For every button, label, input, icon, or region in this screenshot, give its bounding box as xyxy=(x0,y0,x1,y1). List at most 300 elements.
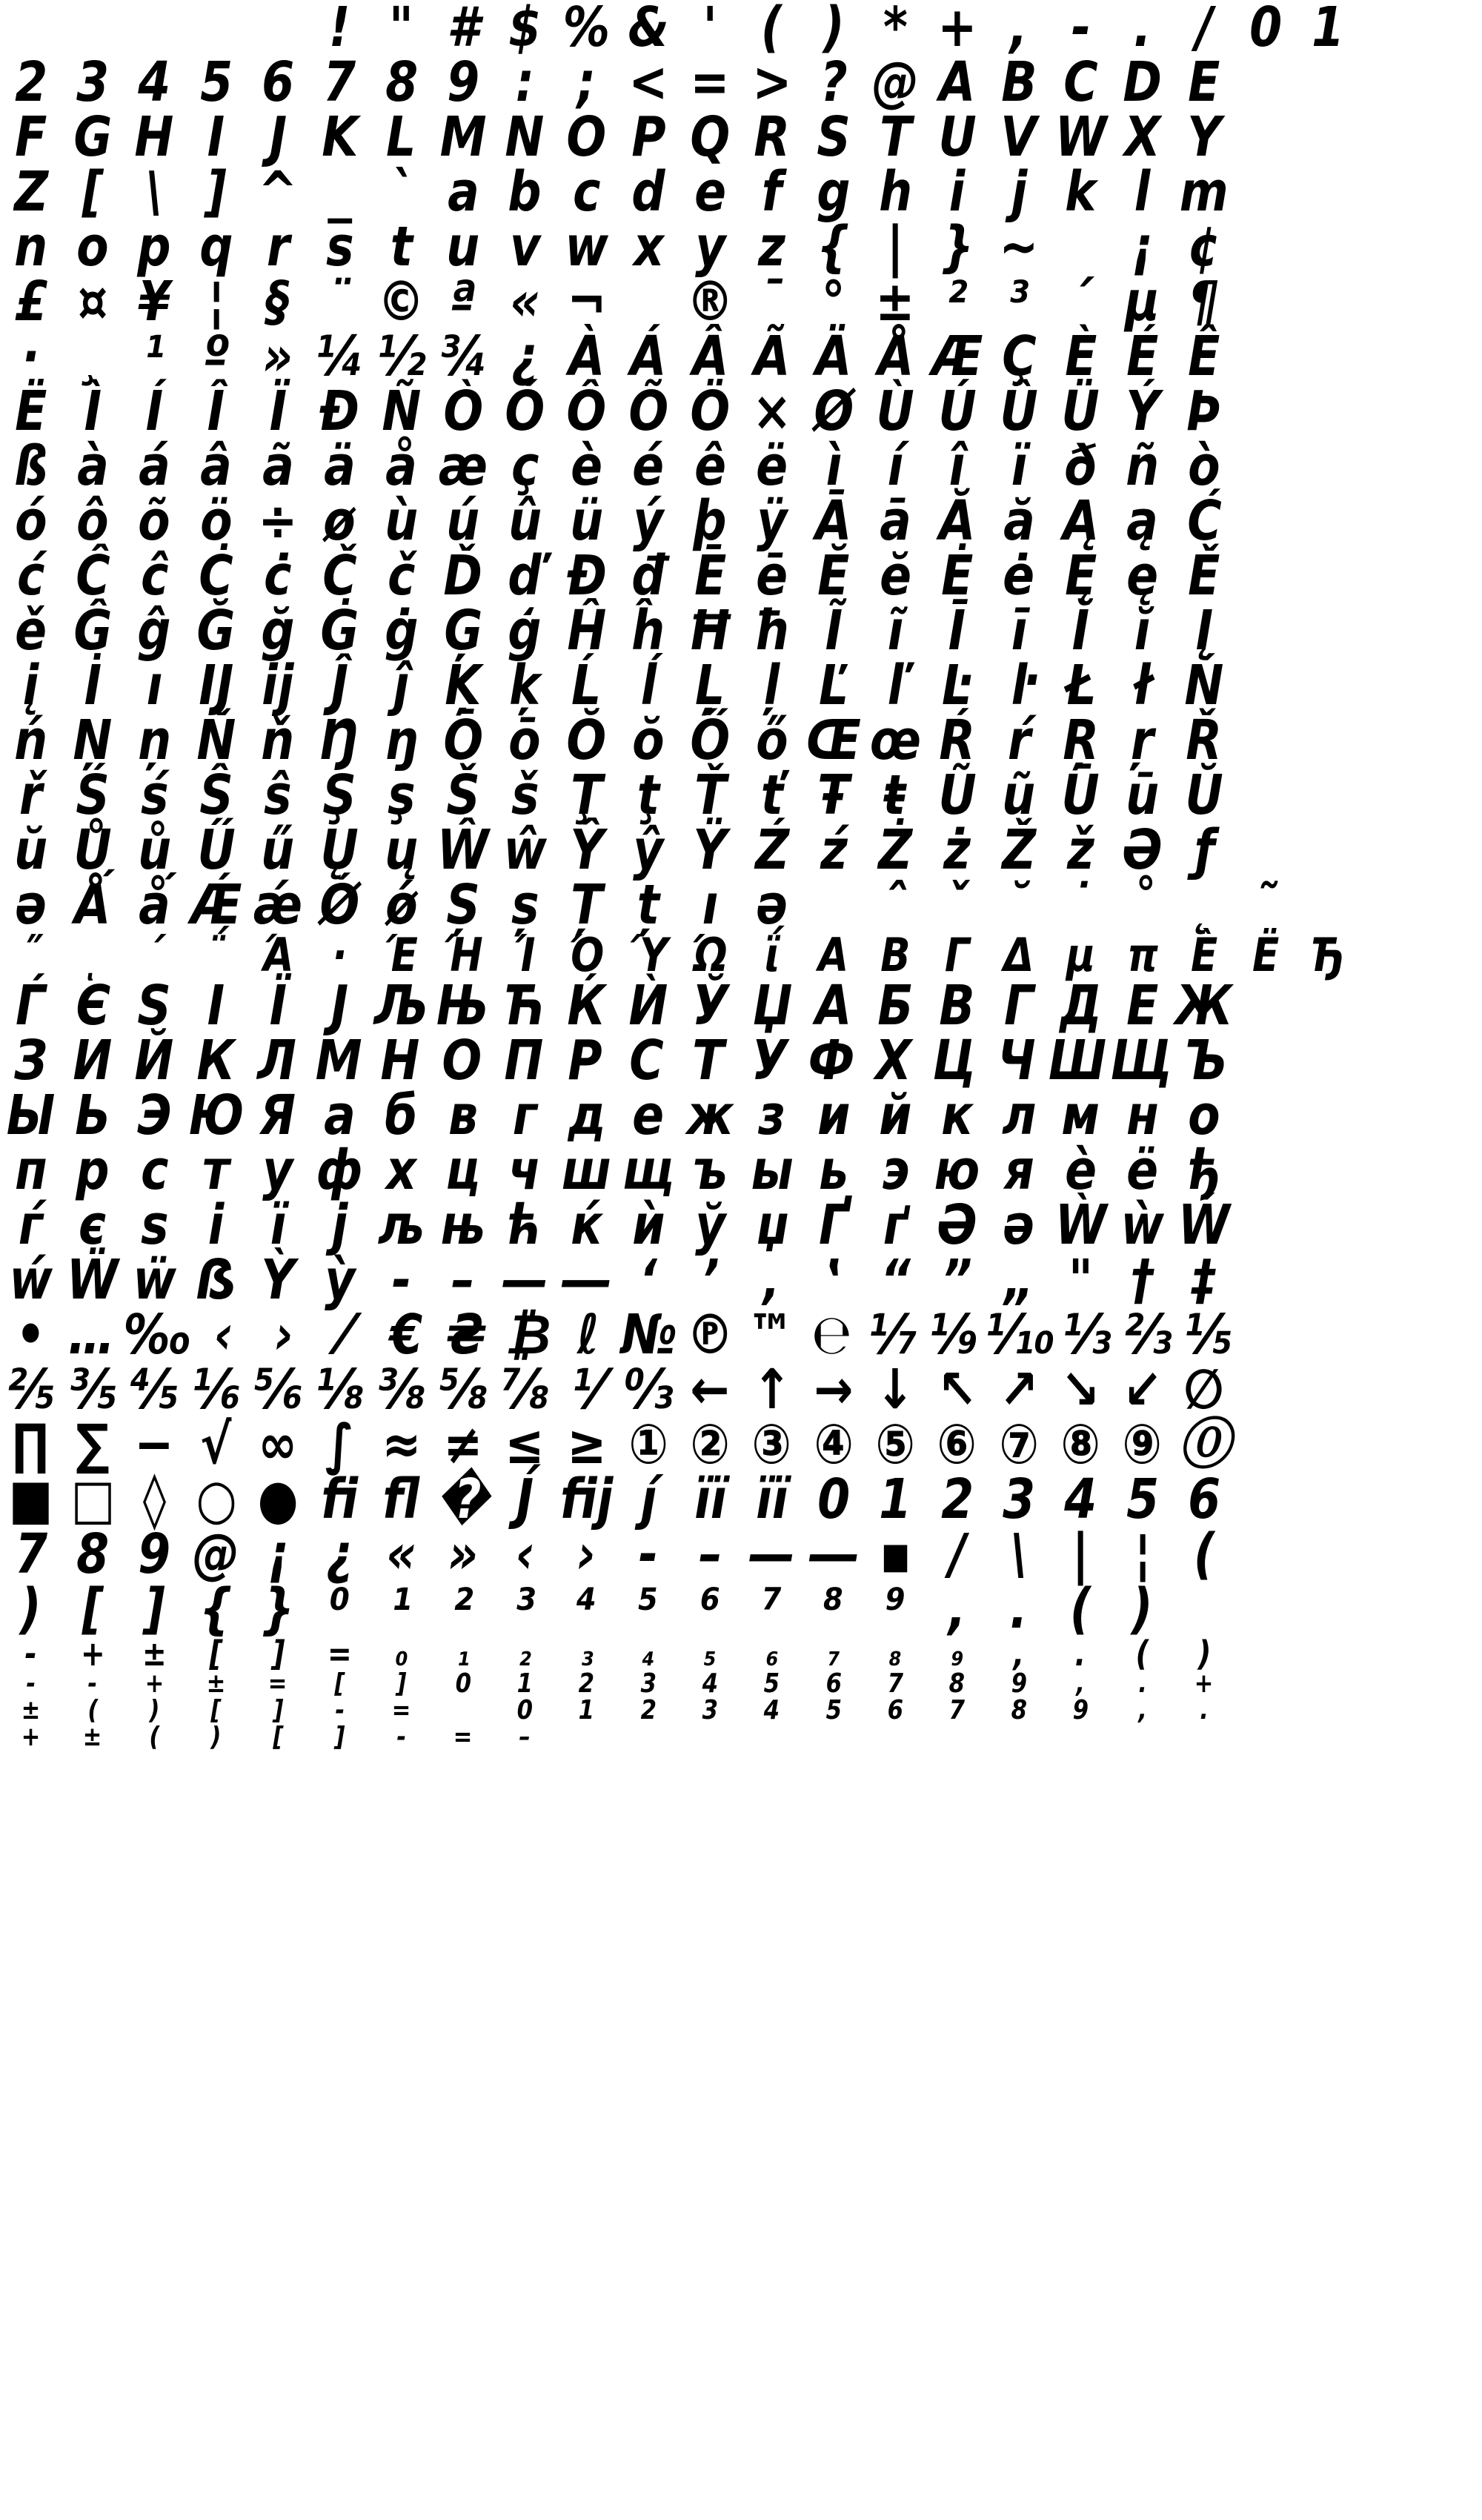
glyph-cell: Ō xyxy=(443,709,483,772)
glyph-cell: 6 xyxy=(261,50,294,114)
glyph-cell: ― xyxy=(563,1248,611,1312)
glyph-cell: 6 xyxy=(1187,1468,1220,1531)
glyph-row xyxy=(0,379,1482,443)
glyph-cell: - xyxy=(87,1668,98,1699)
glyph-cell: Ж xyxy=(1175,974,1233,1038)
glyph-cell: Я xyxy=(259,1084,296,1147)
glyph-cell: Ї xyxy=(269,974,287,1038)
glyph-cell: 7 xyxy=(887,1668,904,1699)
glyph-cell: ŗ xyxy=(1131,709,1154,772)
glyph-row xyxy=(0,1413,1482,1476)
glyph-cell: l xyxy=(1134,160,1151,224)
glyph-cell: P xyxy=(631,105,666,169)
glyph-cell: ѓ xyxy=(19,1193,44,1257)
glyph-cell: в xyxy=(448,1084,479,1147)
glyph-cell: Щ xyxy=(1110,1029,1173,1092)
glyph-cell: × xyxy=(752,379,792,443)
glyph-cell: Ǻ xyxy=(74,873,111,937)
glyph-cell: ' xyxy=(702,0,718,59)
glyph-cell: ⅚ xyxy=(253,1358,302,1422)
glyph-cell: ” xyxy=(942,1248,973,1312)
glyph-cell: ₈ xyxy=(888,1634,902,1674)
glyph-cell: ° xyxy=(822,270,845,334)
glyph-cell: ] xyxy=(396,1668,407,1699)
glyph-cell: π xyxy=(1126,928,1158,982)
glyph-cell: B xyxy=(1000,50,1037,114)
glyph-row xyxy=(0,1577,1482,1641)
glyph-cell: . xyxy=(1137,1668,1147,1699)
glyph-cell: Ě xyxy=(1188,544,1220,608)
glyph-row xyxy=(0,50,1482,114)
glyph-cell: 9 xyxy=(446,50,479,114)
glyph-row xyxy=(0,434,1482,498)
glyph-cell: ä xyxy=(323,434,356,498)
glyph-cell: ı xyxy=(146,654,163,717)
glyph-cell: ª xyxy=(450,270,476,334)
glyph-cell: ė xyxy=(1003,544,1035,608)
glyph-cell: ② xyxy=(690,1413,731,1476)
glyph-cell: ± xyxy=(206,1668,226,1699)
glyph-row xyxy=(0,1358,1482,1422)
glyph-cell: ķ xyxy=(509,654,541,717)
glyph-cell: ↘ xyxy=(1060,1358,1100,1422)
glyph-cell: 8 xyxy=(1011,1695,1027,1725)
glyph-cell: ˜ xyxy=(1254,873,1278,937)
glyph-cell: û xyxy=(508,489,542,553)
glyph-cell: ¼ xyxy=(315,325,365,388)
glyph-cell: ₉ xyxy=(951,1634,964,1674)
glyph-cell: ) xyxy=(1197,1634,1211,1674)
glyph-cell: л xyxy=(1001,1084,1037,1147)
glyph-cell: ₀ xyxy=(395,1634,408,1674)
glyph-row xyxy=(0,1084,1482,1147)
glyph-cell: ¹ xyxy=(144,325,165,388)
glyph-cell: Ź xyxy=(754,818,789,882)
glyph-cell: ˇ xyxy=(945,873,969,937)
glyph-cell: ō xyxy=(508,709,542,772)
glyph-cell: К xyxy=(196,1029,235,1092)
glyph-cell: ↑ xyxy=(752,1358,792,1422)
glyph-cell: ) xyxy=(149,1695,160,1725)
glyph-cell: э xyxy=(881,1138,910,1202)
glyph-cell: ⅛ xyxy=(315,1358,365,1422)
glyph-cell: Ή xyxy=(443,928,483,982)
glyph-cell: { xyxy=(817,215,851,279)
glyph-cell: ť xyxy=(760,763,783,827)
glyph-cell: k xyxy=(1065,160,1097,224)
glyph-cell: ∑ xyxy=(76,1413,110,1476)
glyph-row xyxy=(0,270,1482,334)
glyph-cell: ⅙ xyxy=(191,1358,241,1422)
glyph-cell: Ĝ xyxy=(73,599,112,663)
glyph-cell: Ẁ xyxy=(1054,1193,1107,1257)
glyph-cell: ∅ xyxy=(1183,1358,1225,1422)
glyph-cell: “ xyxy=(880,1248,911,1312)
glyph-cell: . xyxy=(1009,1577,1029,1641)
glyph-cell: Ĥ xyxy=(567,599,607,663)
glyph-cell: f xyxy=(761,160,782,224)
glyph-cell: [ xyxy=(272,1722,284,1752)
glyph-cell: 9 xyxy=(138,1522,171,1586)
glyph-cell: ÷ xyxy=(258,489,298,553)
glyph-cell: Џ xyxy=(752,974,792,1038)
glyph-cell: Ö xyxy=(690,379,731,443)
glyph-cell: М xyxy=(315,1029,362,1092)
glyph-cell: ì xyxy=(825,434,842,498)
glyph-cell: [ xyxy=(210,1695,222,1725)
glyph-cell: < xyxy=(628,50,668,114)
glyph-cell: б xyxy=(385,1084,418,1147)
glyph-cell: 3 xyxy=(1002,1468,1035,1531)
glyph-cell: ó xyxy=(14,489,47,553)
glyph-cell: Ŧ xyxy=(817,763,850,827)
glyph-cell: ⁰ xyxy=(329,1577,350,1641)
glyph-cell: 2 xyxy=(578,1668,595,1699)
glyph-cell: ¦ xyxy=(1134,1522,1152,1586)
glyph-cell: Ċ xyxy=(199,544,233,608)
glyph-cell: ə xyxy=(15,873,47,937)
glyph-cell: № xyxy=(620,1303,678,1367)
glyph-cell: ¨ xyxy=(328,270,352,334)
glyph-cell: > xyxy=(752,50,792,114)
glyph-cell: Ŋ xyxy=(319,709,359,772)
glyph-cell: 2 xyxy=(940,1468,974,1531)
glyph-cell: 7 xyxy=(14,1522,47,1586)
glyph-cell: Ý xyxy=(1125,379,1160,443)
glyph-cell: å xyxy=(385,434,418,498)
glyph-cell: . xyxy=(1133,0,1152,59)
glyph-cell: V xyxy=(1000,105,1037,169)
glyph-cell: Ï xyxy=(269,379,287,443)
glyph-cell: Ĭ xyxy=(1071,599,1090,663)
glyph-cell: е xyxy=(632,1084,665,1147)
glyph-cell: 0 xyxy=(1249,0,1283,59)
glyph-cell: ə xyxy=(756,873,788,937)
glyph-cell: Ő xyxy=(690,709,731,772)
glyph-cell: + xyxy=(937,0,977,59)
glyph-row xyxy=(0,1303,1482,1367)
glyph-cell: , xyxy=(1013,1634,1025,1674)
glyph-cell: р xyxy=(76,1138,110,1202)
glyph-cell: ç xyxy=(511,434,539,498)
glyph-cell: ā xyxy=(879,489,911,553)
glyph-cell: Ј xyxy=(330,974,349,1038)
glyph-cell: ћ xyxy=(508,1193,542,1257)
glyph-cell: Q xyxy=(690,105,731,169)
glyph-cell: Љ xyxy=(374,974,429,1038)
glyph-cell: 8 xyxy=(385,50,418,114)
glyph-cell: ý xyxy=(633,489,664,553)
glyph-cell: ﬁ xyxy=(321,1468,359,1531)
glyph-cell: [ xyxy=(334,1668,345,1699)
glyph-cell: ŭ xyxy=(14,818,48,882)
glyph-cell: ˆ xyxy=(883,873,908,937)
glyph-cell: ї xyxy=(270,1193,286,1257)
glyph-cell: Ş xyxy=(322,763,357,827)
glyph-cell: ı xyxy=(702,873,719,937)
glyph-cell: ŝ xyxy=(264,763,292,827)
glyph-cell: Ф xyxy=(808,1029,855,1092)
glyph-cell: ℮ xyxy=(811,1303,852,1367)
glyph-cell: Ė xyxy=(941,544,974,608)
glyph-cell: ³ xyxy=(514,1577,536,1641)
glyph-cell: ⁴ xyxy=(576,1577,597,1641)
glyph-cell: ⁄ xyxy=(341,1303,350,1367)
glyph-cell: N xyxy=(505,105,545,169)
glyph-row xyxy=(0,105,1482,169)
glyph-cell: Ů xyxy=(73,818,112,882)
glyph-cell: ² xyxy=(946,270,968,334)
glyph-cell: @ xyxy=(193,1522,240,1586)
glyph-cell: ¤ xyxy=(77,270,108,334)
glyph-cell: ~ xyxy=(999,215,1039,279)
glyph-cell: ③ xyxy=(751,1413,792,1476)
glyph-cell: 4 xyxy=(763,1695,780,1725)
glyph-cell: 0 xyxy=(817,1468,850,1531)
glyph-cell: ą xyxy=(1126,489,1159,553)
glyph-cell: д xyxy=(568,1084,606,1147)
glyph-cell: Ň xyxy=(196,709,236,772)
glyph-cell: Β xyxy=(880,928,911,982)
glyph-cell: ņ xyxy=(137,709,171,772)
glyph-cell: ŵ xyxy=(503,818,547,882)
glyph-cell: F xyxy=(15,105,47,169)
glyph-cell: ć xyxy=(16,544,45,608)
glyph-cell: { xyxy=(199,1577,233,1641)
glyph-cell: b xyxy=(508,160,542,224)
glyph-row xyxy=(0,1468,1482,1531)
glyph-cell: & xyxy=(628,0,669,59)
glyph-cell: – xyxy=(451,1248,475,1312)
glyph-cell: þ xyxy=(693,489,727,553)
glyph-row xyxy=(0,974,1482,1038)
glyph-cell: ≥ xyxy=(567,1413,607,1476)
glyph-cell: Đ xyxy=(566,544,607,608)
glyph-cell: ₇ xyxy=(827,1634,840,1674)
glyph-cell: ⑨ xyxy=(1122,1413,1163,1476)
glyph-cell: ⅔ xyxy=(1123,1303,1172,1367)
glyph-cell: Ẅ xyxy=(67,1248,119,1312)
glyph-row xyxy=(0,1138,1482,1202)
glyph-cell: В xyxy=(939,974,975,1038)
glyph-cell: Ĕ xyxy=(817,544,850,608)
glyph-cell: ċ xyxy=(264,544,292,608)
glyph-cell: Ű xyxy=(196,818,236,882)
glyph-cell: ³ xyxy=(1009,270,1029,334)
glyph-cell: 3 xyxy=(702,1695,719,1725)
glyph-cell: æ xyxy=(438,434,488,498)
glyph-cell: ẁ xyxy=(1120,1193,1164,1257)
glyph-cell: ﬂ xyxy=(382,1468,420,1531)
glyph-cell: Y xyxy=(1187,105,1221,169)
glyph-cell: Х xyxy=(874,1029,911,1092)
glyph-cell: + xyxy=(21,1722,41,1752)
glyph-cell: є xyxy=(79,1193,107,1257)
glyph-cell: Ĺ xyxy=(571,654,602,717)
glyph-cell: џ xyxy=(755,1193,788,1257)
glyph-cell: ж xyxy=(686,1084,734,1147)
glyph-cell: Ľ xyxy=(818,654,849,717)
glyph-cell: h xyxy=(878,160,912,224)
glyph-cell: Ί xyxy=(514,928,536,982)
glyph-cell: ∏ xyxy=(12,1413,50,1476)
glyph-cell: ₃ xyxy=(580,1634,594,1674)
glyph-cell: Ə xyxy=(1122,818,1163,882)
glyph-cell: Ў xyxy=(691,974,728,1038)
glyph-cell: ¾ xyxy=(439,325,488,388)
glyph-cell: § xyxy=(266,270,290,334)
glyph-cell: у xyxy=(262,1138,293,1202)
glyph-cell: Е xyxy=(1126,974,1159,1038)
glyph-row xyxy=(0,599,1482,663)
glyph-cell: ч xyxy=(508,1138,542,1202)
glyph-cell: H xyxy=(134,105,174,169)
glyph-cell: Ğ xyxy=(196,599,236,663)
glyph-cell: Æ xyxy=(931,325,983,388)
glyph-cell: v xyxy=(509,215,540,279)
glyph-cell: T xyxy=(879,105,911,169)
glyph-cell: m xyxy=(1180,160,1229,224)
glyph-cell: ⁹ xyxy=(885,1577,906,1641)
glyph-cell: ż xyxy=(943,818,971,882)
glyph-cell: Ś xyxy=(76,763,110,827)
glyph-row xyxy=(0,928,1482,982)
glyph-cell: È xyxy=(1190,928,1218,982)
glyph-cell: [ xyxy=(82,1577,104,1641)
glyph-cell: 5 xyxy=(199,50,233,114)
glyph-cell: ◊ xyxy=(142,1468,166,1531)
glyph-cell: d xyxy=(631,160,665,224)
glyph-cell: Ć xyxy=(1186,489,1222,553)
glyph-cell: ⁷ xyxy=(761,1577,782,1641)
glyph-cell: Ń xyxy=(1184,654,1224,717)
glyph-cell: ţ xyxy=(637,763,660,827)
glyph-cell: ¸ xyxy=(81,325,104,388)
glyph-cell: é xyxy=(632,434,665,498)
glyph-row xyxy=(0,1697,1482,1724)
glyph-cell: Ǽ xyxy=(190,873,242,937)
glyph-cell: Â xyxy=(691,325,728,388)
glyph-cell: ⅗ xyxy=(68,1358,117,1422)
glyph-cell: ѝ xyxy=(631,1193,665,1257)
glyph-cell: ( xyxy=(149,1722,160,1752)
glyph-cell: Й xyxy=(134,1029,174,1092)
glyph-cell: ₴ xyxy=(446,1303,488,1367)
glyph-cell: ŋ xyxy=(385,709,419,772)
glyph-cell: = xyxy=(453,1722,473,1752)
glyph-cell: ↓ xyxy=(875,1358,915,1422)
glyph-cell: S xyxy=(817,105,851,169)
glyph-cell: č xyxy=(387,544,416,608)
glyph-cell: ø xyxy=(323,489,356,553)
glyph-cell: } xyxy=(940,215,974,279)
glyph-row xyxy=(0,489,1482,553)
glyph-cell: ) xyxy=(210,1722,222,1752)
glyph-cell: " xyxy=(1068,1248,1093,1312)
glyph-cell: ß xyxy=(13,434,48,498)
glyph-cell: Ы xyxy=(6,1084,56,1147)
glyph-cell: ] xyxy=(205,160,227,224)
glyph-cell: ↙ xyxy=(1123,1358,1163,1422)
glyph-cell: ř xyxy=(19,763,43,827)
glyph-cell: Б xyxy=(877,974,914,1038)
glyph-cell: ğ xyxy=(261,599,295,663)
glyph-cell: Í xyxy=(145,379,164,443)
glyph-cell: Ē xyxy=(694,544,726,608)
glyph-cell: ● xyxy=(257,1468,299,1531)
glyph-cell: ź xyxy=(820,818,848,882)
glyph-cell: | xyxy=(1071,1522,1089,1586)
glyph-cell: e xyxy=(694,160,726,224)
glyph-cell: € xyxy=(389,1303,422,1367)
glyph-cell: » xyxy=(262,325,293,388)
glyph-cell: ǽ xyxy=(253,873,303,937)
glyph-cell: ƒ xyxy=(1194,818,1214,882)
glyph-cell: А xyxy=(815,974,852,1038)
glyph-cell: a xyxy=(447,160,479,224)
glyph-cell: ? xyxy=(820,50,848,114)
glyph-cell: Ì xyxy=(84,379,102,443)
glyph-cell: Ù xyxy=(876,379,915,443)
glyph-cell: º xyxy=(202,325,230,388)
glyph-cell: Т xyxy=(692,1029,725,1092)
glyph-cell: ü xyxy=(570,489,604,553)
glyph-cell: 1 xyxy=(578,1695,595,1725)
glyph-cell: ũ xyxy=(1002,763,1036,827)
glyph-cell: ⅓ xyxy=(1063,1303,1112,1367)
glyph-cell: ΄ xyxy=(145,928,164,982)
glyph-cell: = xyxy=(327,1634,352,1674)
glyph-cell: Ъ xyxy=(1183,1029,1227,1092)
glyph-cell: ę xyxy=(1126,544,1159,608)
glyph-cell: ś xyxy=(140,763,169,827)
glyph-row xyxy=(0,0,1482,59)
glyph-cell: ① xyxy=(628,1413,668,1476)
glyph-cell: ͺ xyxy=(82,928,103,982)
glyph-cell: ỳ xyxy=(324,1248,355,1312)
glyph-cell: 1 xyxy=(879,1468,912,1531)
glyph-cell: Δ xyxy=(1003,928,1034,982)
glyph-cell: + xyxy=(80,1634,105,1674)
glyph-cell: ъ xyxy=(692,1138,728,1202)
glyph-cell: т xyxy=(202,1138,230,1202)
glyph-cell: з xyxy=(758,1084,786,1147)
glyph-cell: ț xyxy=(637,873,660,937)
glyph-cell: х xyxy=(386,1138,417,1202)
glyph-cell: Ø xyxy=(814,379,854,443)
glyph-cell: Ÿ xyxy=(693,818,728,882)
glyph-cell: L xyxy=(386,105,416,169)
glyph-cell: ų xyxy=(385,818,419,882)
glyph-cell: í xyxy=(887,434,904,498)
glyph-cell: Õ xyxy=(628,379,668,443)
glyph-cell: ) xyxy=(20,1577,42,1641)
glyph-cell: – xyxy=(698,1522,722,1586)
glyph-cell: ĺ xyxy=(640,654,657,717)
glyph-cell: à xyxy=(76,434,109,498)
glyph-cell: ! xyxy=(328,0,350,59)
glyph-cell: ⅞ xyxy=(500,1358,550,1422)
glyph-cell: 4 xyxy=(138,50,171,114)
glyph-cell: ĝ xyxy=(137,599,171,663)
glyph-cell: Ģ xyxy=(444,599,482,663)
glyph-cell: ± xyxy=(875,270,915,334)
glyph-cell: ş xyxy=(387,763,416,827)
glyph-cell: G xyxy=(73,105,112,169)
glyph-cell: Ū xyxy=(1061,763,1100,827)
glyph-cell: Ņ xyxy=(73,709,113,772)
glyph-cell: t xyxy=(390,215,413,279)
